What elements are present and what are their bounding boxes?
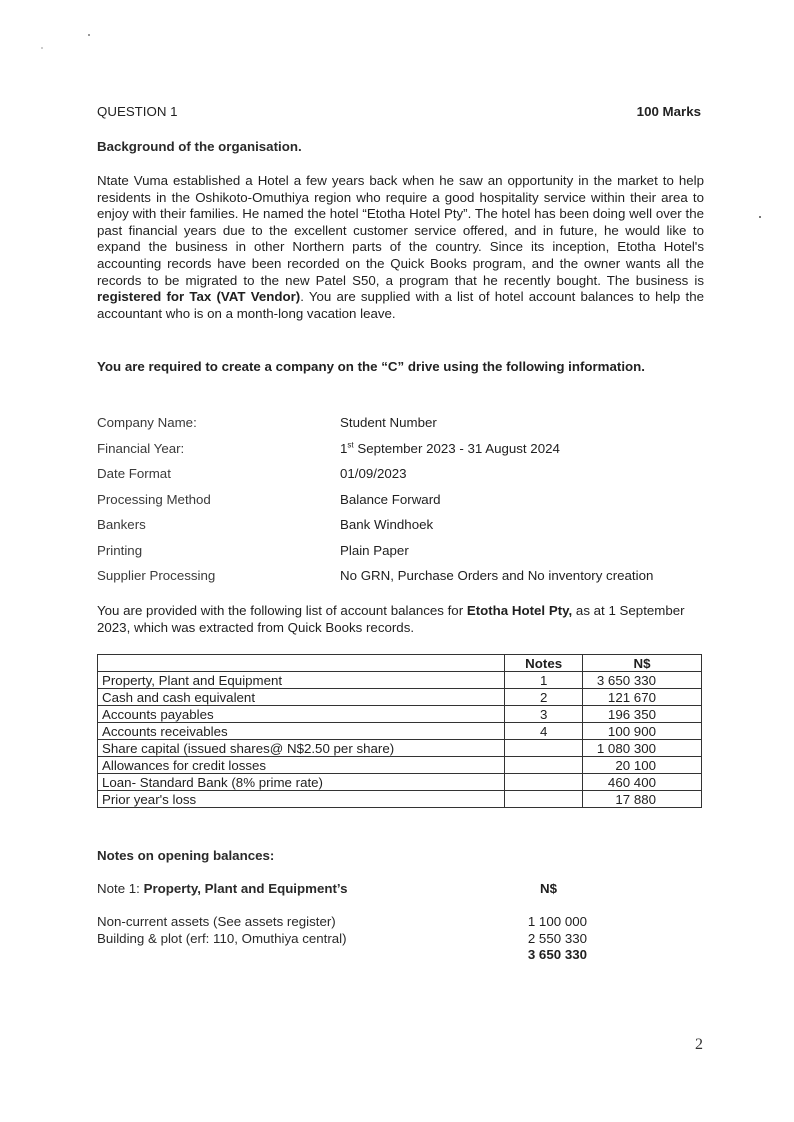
table-row (98, 723, 702, 740)
background-paragraph (97, 173, 704, 322)
info-row-financial-year (97, 436, 717, 462)
note-total-spacer (97, 947, 527, 964)
info-label: Bankers (97, 517, 146, 533)
note-item (97, 931, 617, 948)
amount-cell: 100 900 (583, 723, 702, 740)
info-value: Balance Forward (340, 491, 441, 507)
header-amount: N$ (583, 655, 702, 672)
table-row (98, 740, 702, 757)
info-value-ordinal: st (347, 440, 354, 450)
info-row-bankers (97, 512, 717, 538)
account-cell: Accounts receivables (98, 723, 505, 740)
info-label: Printing (97, 542, 143, 558)
scan-speck (759, 216, 761, 218)
amount-cell: 20 100 (583, 757, 702, 774)
account-balances-table (97, 654, 702, 808)
note1-items (97, 914, 617, 964)
info-label: Company Name: (97, 415, 197, 431)
account-cell: Property, Plant and Equipment (98, 672, 505, 689)
info-value: Bank Windhoek (340, 517, 434, 533)
provided-balances-intro (97, 603, 697, 636)
info-value: 01/09/2023 (340, 466, 407, 482)
info-value (340, 441, 560, 456)
question-header (97, 104, 701, 119)
note-cell (505, 774, 583, 791)
background-text-part: Ntate Vuma established a Hotel a few years back when he saw an opportunity in the market to help residents in the Oshikoto-Omuthiya region who require a good hospitality service within their area to enjoy with their families. He named the hotel “Etotha Hotel Pty”. The hotel has been doing well over the past financial years due to the excellent customer service offered, and in future, he would like to expand the business in other Northern parts of the country. Since its inception, Etotha Hotel's accounting records have been recorded on the Quick Books program, and the owner wants all the records to be migrated to the new Patel S50, a program that he recently bought. The business is (97, 173, 704, 288)
info-row-processing-method (97, 487, 717, 513)
table-row (98, 774, 702, 791)
table-header-row (98, 655, 702, 672)
info-label: Financial Year: (97, 440, 185, 456)
table-row (98, 689, 702, 706)
account-cell: Loan- Standard Bank (8% prime rate) (98, 774, 505, 791)
question-marks: 100 Marks (636, 104, 701, 119)
info-value: Student Number (340, 415, 437, 431)
note1-title: Property, Plant and Equipment’s (143, 881, 348, 896)
info-row-supplier-processing (97, 563, 717, 589)
note-total-amount: 3 650 330 (527, 947, 587, 962)
note-cell (505, 791, 583, 808)
note-item-description: Non-current assets (See assets register) (97, 914, 336, 929)
intro-text: You are provided with the following list of account balances for (97, 603, 467, 618)
info-label: Processing Method (97, 491, 211, 507)
info-row-printing (97, 538, 717, 564)
note-item-description: Building & plot (erf: 110, Omuthiya central) (97, 930, 347, 946)
note-item-amount: 1 100 000 (527, 914, 587, 929)
note-cell: 4 (505, 723, 583, 740)
scan-speck (41, 47, 43, 49)
amount-cell: 1 080 300 (583, 740, 702, 757)
amount-cell: 460 400 (583, 774, 702, 791)
note-item-amount: 2 550 330 (527, 930, 587, 946)
amount-cell: 17 880 (583, 791, 702, 808)
background-heading: Background of the organisation. (97, 139, 302, 154)
notes-heading: Notes on opening balances: (97, 848, 275, 863)
account-cell: Prior year's loss (98, 791, 505, 808)
company-info-list (97, 410, 717, 589)
account-cell: Cash and cash equivalent (98, 689, 505, 706)
info-value: Plain Paper (340, 542, 409, 558)
header-notes: Notes (505, 655, 583, 672)
scan-speck (88, 34, 90, 36)
note-cell (505, 757, 583, 774)
info-value: No GRN, Purchase Orders and No inventory creation (340, 568, 654, 584)
info-row-date-format (97, 461, 717, 487)
note1-currency: N$ (540, 881, 557, 896)
background-text-part: . You are supplied with a list of hotel account balances to help the accountant who is on a month-long vacation leave. (97, 289, 704, 321)
company-name-emphasis: Etotha Hotel Pty, (466, 603, 573, 618)
intro-text: as at 1 September 2023, which was extracted from Quick Books records. (97, 603, 685, 635)
account-cell: Share capital (issued shares@ N$2.50 per share) (98, 740, 505, 757)
vat-registration-emphasis: registered for Tax (VAT Vendor) (97, 289, 301, 305)
amount-cell: 196 350 (583, 706, 702, 723)
header-account (98, 655, 505, 672)
table-row (98, 757, 702, 774)
note-item (97, 914, 617, 931)
info-label: Supplier Processing (97, 568, 216, 584)
note-cell: 3 (505, 706, 583, 723)
note-total (97, 947, 617, 964)
info-row-company-name (97, 410, 717, 436)
question-title: QUESTION 1 (97, 104, 178, 119)
account-cell: Accounts payables (98, 706, 505, 723)
requirement-instruction: You are required to create a company on the “C” drive using the following information. (97, 359, 645, 374)
account-cell: Allowances for credit losses (98, 757, 505, 774)
table-row (98, 672, 702, 689)
page-number: 2 (695, 1036, 703, 1053)
note1-heading (97, 881, 348, 896)
info-value-rest: September 2023 - 31 August 2024 (353, 440, 560, 456)
table-row (98, 706, 702, 723)
note-cell: 1 (505, 672, 583, 689)
info-label: Date Format (97, 466, 171, 482)
note-cell (505, 740, 583, 757)
table-row (98, 791, 702, 808)
amount-cell: 121 670 (583, 689, 702, 706)
amount-cell: 3 650 330 (583, 672, 702, 689)
note-cell: 2 (505, 689, 583, 706)
note1-label: Note 1: (97, 881, 144, 896)
info-value-day: 1 (340, 440, 348, 456)
